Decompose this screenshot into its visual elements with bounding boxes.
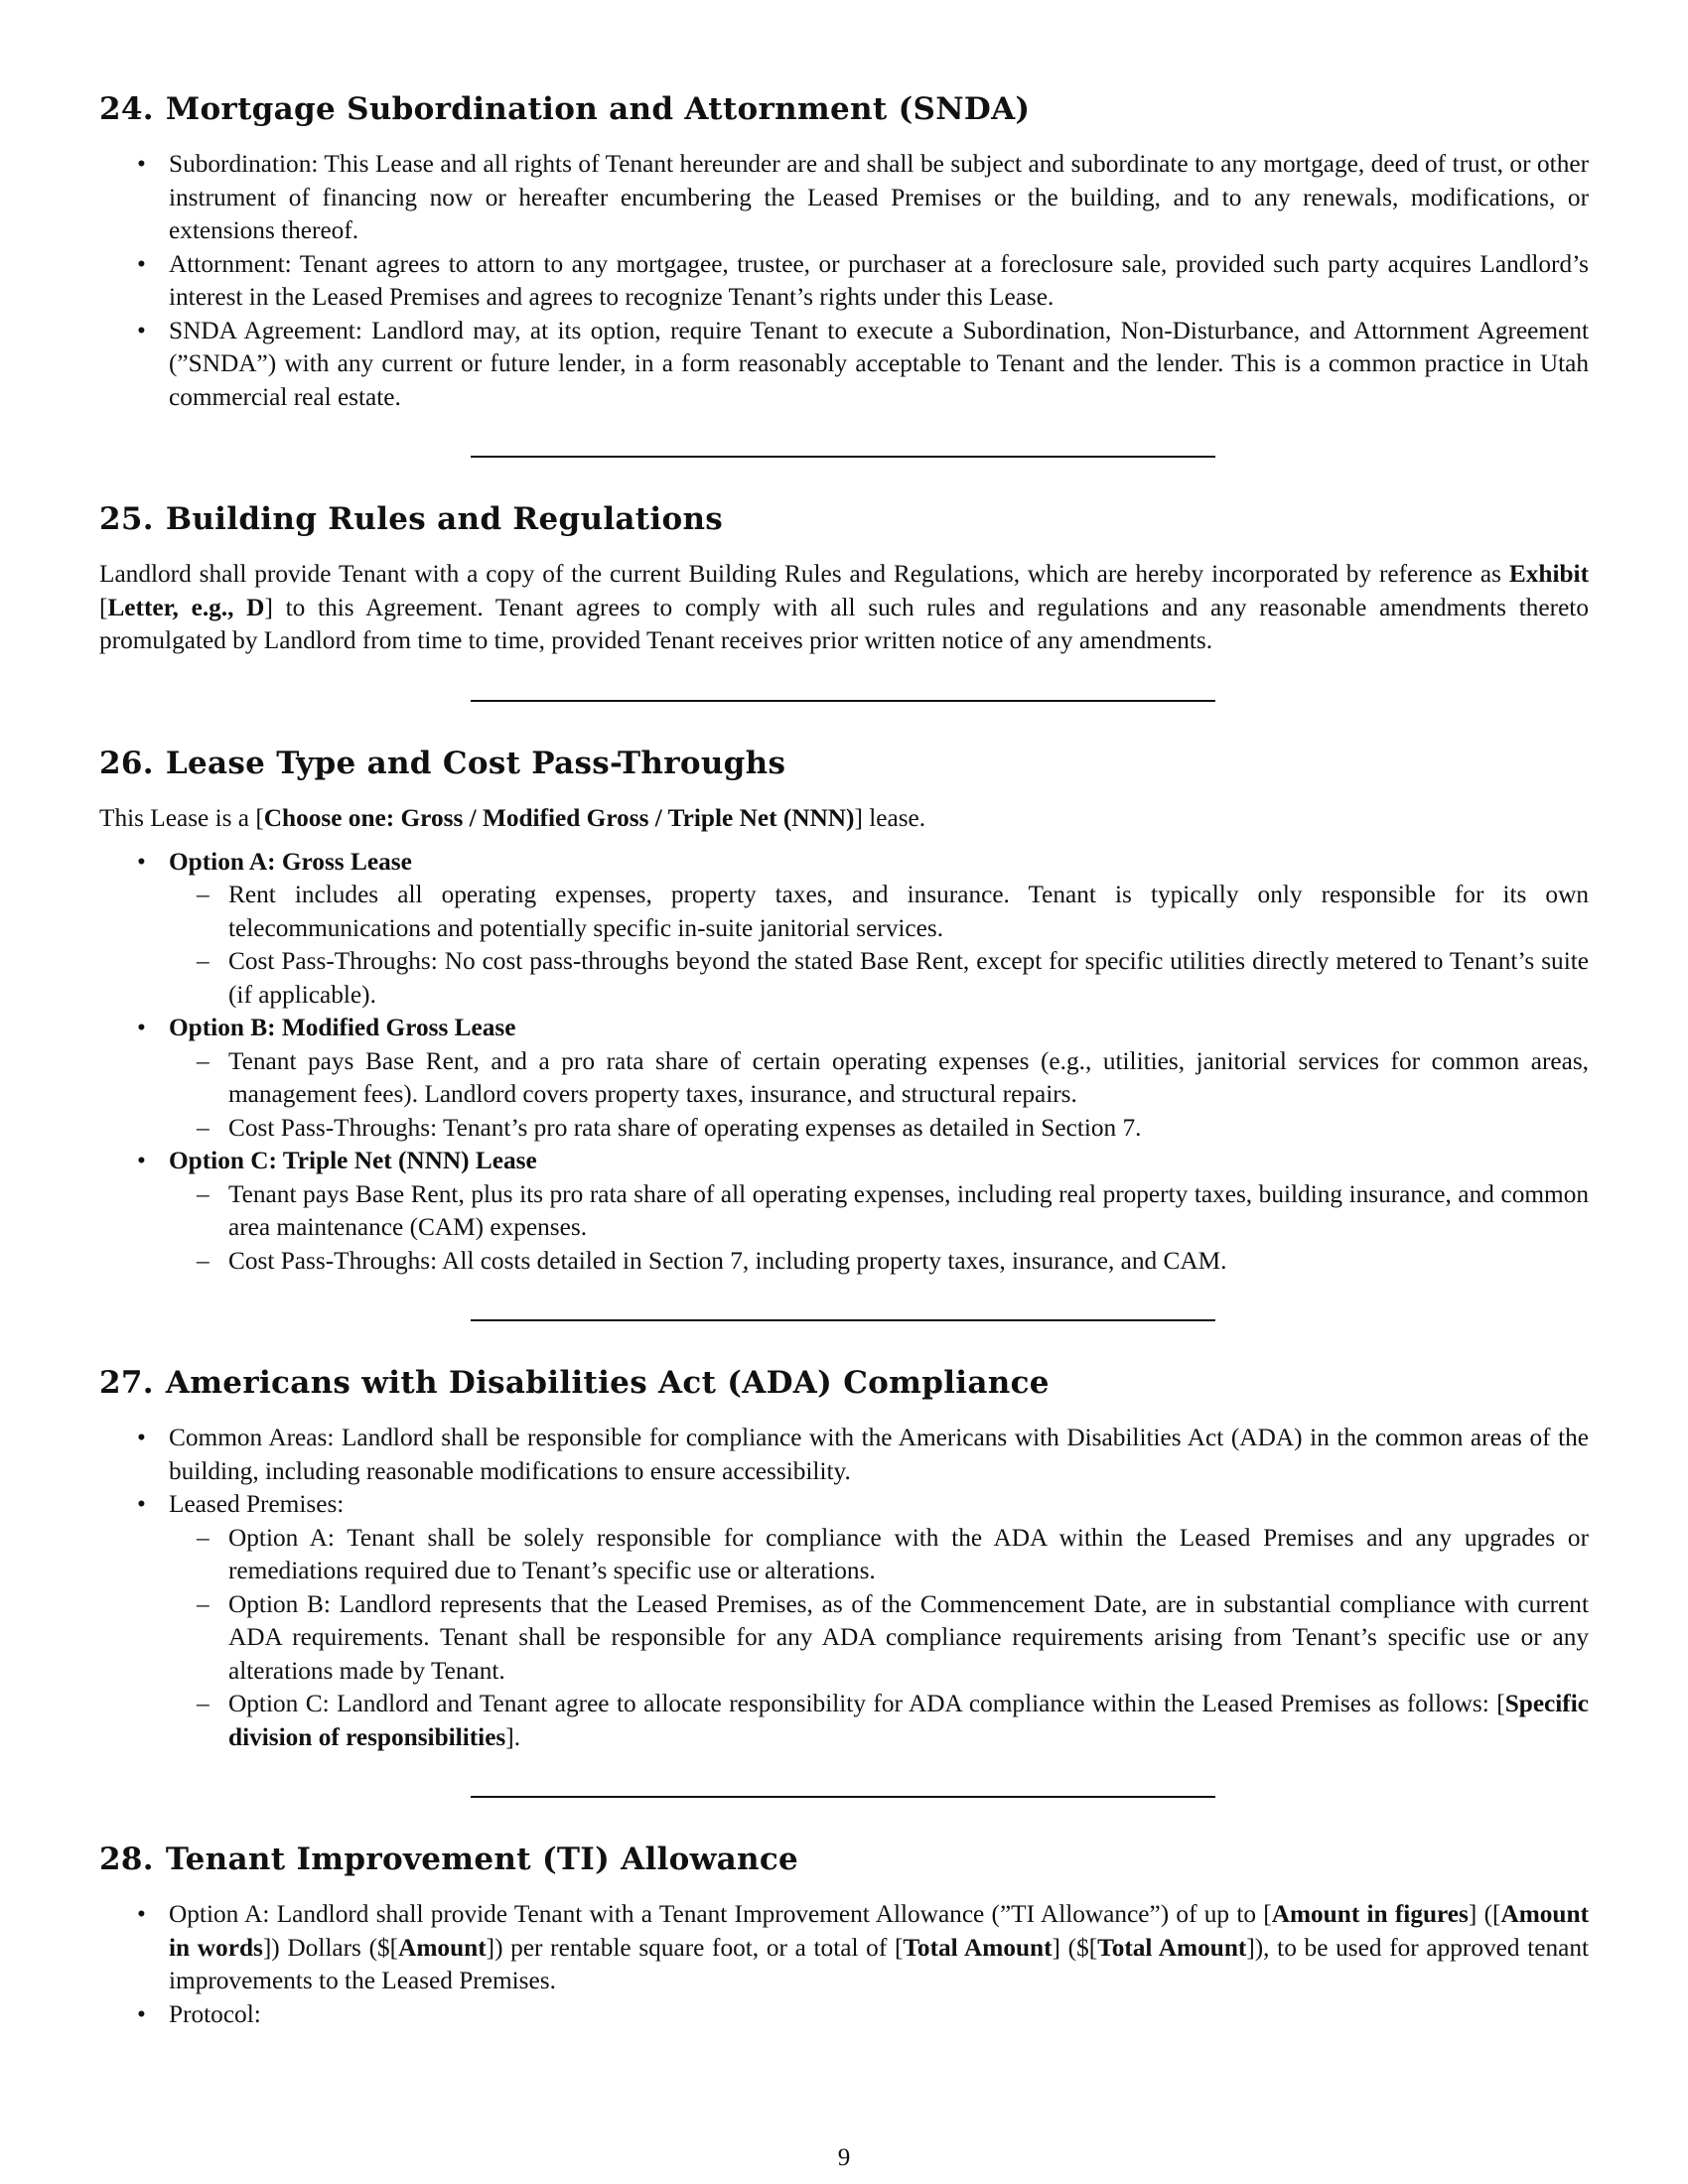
list-item <box>99 1488 1589 1754</box>
paragraph-text: ] to this Agreement. Tenant agrees to comply with all such rules and regulations and any reasonable amendments thereto promulgated by Landlord from time to time, provided Tenant receives prior written notice of any amendments. <box>99 593 1589 655</box>
section-number: 24. <box>99 91 154 127</box>
section-divider <box>471 1796 1215 1798</box>
paragraph-text: ] lease. <box>854 804 926 833</box>
lease-type-placeholder: Choose one: Gross / Modified Gross / Triple Net (NNN) <box>263 804 855 833</box>
list-item <box>99 148 1589 248</box>
list-item-text: Attornment: Tenant agrees to attorn to any mortgagee, trustee, or purchaser at a foreclosure sale, provided such party acquires Landlord’s interest in the Leased Premises and agrees to recognize Tenant’s rights under this Lease. <box>169 249 1589 312</box>
option-label: Option C: Triple Net (NNN) Lease <box>169 1147 537 1175</box>
list-item-text: Option A: Landlord shall provide Tenant with a Tenant Improvement Allowance (”TI Allowance”) of up to [ <box>169 1900 1272 1929</box>
dash-icon: – <box>197 1113 210 1142</box>
bullet-icon: • <box>137 1490 146 1519</box>
amount-placeholder: Amount <box>398 1933 487 1962</box>
list-item <box>99 1898 1589 1998</box>
sub-list-item <box>169 1588 1589 1689</box>
bullet-icon: • <box>137 1900 146 1929</box>
dash-icon: – <box>197 1523 210 1552</box>
sub-item-text: Option C: Landlord and Tenant agree to allocate responsibility for ADA compliance within the Leased Premises as follows: [ <box>228 1690 1505 1718</box>
list-item-text: ] ($[ <box>1052 1933 1098 1962</box>
section-divider <box>471 1319 1215 1321</box>
dash-icon: – <box>197 881 210 909</box>
list-item-text: ]) per rentable square foot, or a total of [ <box>486 1933 904 1962</box>
section-heading-27 <box>99 1365 1589 1402</box>
total-amount-placeholder: Total Amount <box>903 1933 1053 1962</box>
sub-item-text: Cost Pass-Throughs: Tenant’s pro rata share of operating expenses as detailed in Section 7. <box>228 1113 1142 1142</box>
list-item-text: ] ([ <box>1468 1900 1501 1929</box>
sub-list <box>169 1522 1589 1755</box>
bullet-icon: • <box>137 1147 146 1175</box>
section-heading-28 <box>99 1842 1589 1878</box>
bullet-icon: • <box>137 249 146 278</box>
section-title: Americans with Disabilities Act (ADA) Compliance <box>165 1365 1050 1402</box>
ti-list <box>99 1898 1589 2031</box>
sub-list-item <box>169 1245 1589 1279</box>
list-item-text: Protocol: <box>169 1999 261 2028</box>
section-number: 27. <box>99 1365 154 1402</box>
bullet-icon: • <box>137 847 146 876</box>
section-divider <box>471 700 1215 702</box>
amount-figures-placeholder: Amount in figures <box>1271 1900 1469 1929</box>
list-item <box>99 1145 1589 1278</box>
dash-icon: – <box>197 1589 210 1618</box>
sub-item-text: Option A: Tenant shall be solely responsible for compliance with the ADA within the Leased Premises and any upgrades or remediations required due to Tenant’s specific use or alterations. <box>228 1523 1589 1585</box>
paragraph-text: This Lease is a [ <box>99 804 264 833</box>
section-number: 28. <box>99 1842 154 1878</box>
dash-icon: – <box>197 1046 210 1075</box>
exhibit-letter-placeholder: Letter, e.g., D <box>107 593 265 621</box>
snda-list <box>99 148 1589 414</box>
total-amount-placeholder: Total Amount <box>1097 1933 1247 1962</box>
document-page <box>99 91 1589 2031</box>
sub-item-text: Option B: Landlord represents that the Leased Premises, as of the Commencement Date, are in substantial compliance with current ADA requirements. Tenant shall be responsible for any ADA compliance requirements arising from Tenant’s specific use or any alterations made by Tenant. <box>228 1589 1589 1685</box>
rules-paragraph <box>99 558 1589 658</box>
list-item-text: Subordination: This Lease and all rights of Tenant hereunder are and shall be subject and subordinate to any mortgage, deed of trust, or other instrument of financing now or hereafter encumbering the Leased Premises or the building, and to any renewals, modifications, or extensions thereof. <box>169 150 1589 245</box>
lease-type-intro <box>99 802 1589 836</box>
sub-list <box>169 1178 1589 1279</box>
section-heading-24 <box>99 91 1589 128</box>
sub-list-item <box>169 1522 1589 1588</box>
list-item <box>99 315 1589 415</box>
list-item-text: ]) Dollars ($[ <box>262 1933 399 1962</box>
sub-item-text: Cost Pass-Throughs: All costs detailed in Section 7, including property taxes, insurance, and CAM. <box>228 1246 1227 1275</box>
sub-item-text: Cost Pass-Throughs: No cost pass-throughs beyond the stated Base Rent, except for specific utilities directly metered to Tenant’s suite (if applicable). <box>228 947 1589 1009</box>
paragraph-text: [ <box>99 593 108 621</box>
section-title: Building Rules and Regulations <box>165 501 724 538</box>
responsibility-placeholder: Specific division of responsibilities <box>228 1690 1589 1751</box>
section-heading-25 <box>99 501 1589 538</box>
paragraph-text: Landlord shall provide Tenant with a copy of the current Building Rules and Regulations, which are hereby incorporated by reference as <box>99 560 1509 589</box>
sub-list-item <box>169 1178 1589 1245</box>
list-item <box>99 1422 1589 1488</box>
bullet-icon: • <box>137 1424 146 1452</box>
sub-list <box>169 879 1589 1012</box>
section-number: 25. <box>99 501 154 538</box>
page-number: 9 <box>837 2144 851 2171</box>
list-item-text: ]), to be used for approved tenant improvements to the Leased Premises. <box>169 1933 1590 1995</box>
bullet-icon: • <box>137 1999 146 2028</box>
sub-list-item <box>169 1112 1589 1146</box>
list-item <box>99 248 1589 315</box>
dash-icon: – <box>197 1690 210 1718</box>
sub-item-text: Tenant pays Base Rent, and a pro rata share of certain operating expenses (e.g., utilities, janitorial services for common areas, management fees). Landlord covers property taxes, insurance, and structural repairs. <box>228 1046 1589 1109</box>
list-item <box>99 1012 1589 1145</box>
sub-list-item <box>169 1688 1589 1754</box>
lease-options-list <box>99 846 1589 1279</box>
section-divider <box>471 456 1215 458</box>
dash-icon: – <box>197 947 210 976</box>
sub-list <box>169 1045 1589 1146</box>
section-title: Mortgage Subordination and Attornment (SNDA) <box>165 91 1031 127</box>
ada-list <box>99 1422 1589 1754</box>
sub-item-text: ]. <box>505 1722 521 1751</box>
sub-list-item <box>169 1045 1589 1112</box>
option-label: Option A: Gross Lease <box>169 847 412 876</box>
list-item <box>99 1998 1589 2032</box>
sub-item-text: Tenant pays Base Rent, plus its pro rata share of all operating expenses, including real property taxes, building insurance, and common area maintenance (CAM) expenses. <box>228 1179 1589 1242</box>
section-title: Tenant Improvement (TI) Allowance <box>165 1842 799 1878</box>
bullet-icon: • <box>137 316 146 344</box>
section-heading-26 <box>99 746 1589 782</box>
dash-icon: – <box>197 1179 210 1208</box>
bullet-icon: • <box>137 150 146 179</box>
section-title: Lease Type and Cost Pass-Throughs <box>165 745 786 781</box>
option-label: Option B: Modified Gross Lease <box>169 1014 516 1042</box>
list-item-text: SNDA Agreement: Landlord may, at its option, require Tenant to execute a Subordination, Non-Disturbance, and Attornment Agreement (”SNDA”) with any current or future lender, in a form reasonably acceptable to Tenant and the lender. This is a common practice in Utah commercial real estate. <box>169 316 1589 411</box>
bullet-icon: • <box>137 1014 146 1042</box>
exhibit-label: Exhibit <box>1508 560 1589 589</box>
sub-list-item <box>169 945 1589 1012</box>
list-item <box>99 846 1589 1013</box>
sub-list-item <box>169 879 1589 945</box>
sub-item-text: Rent includes all operating expenses, property taxes, and insurance. Tenant is typically only responsible for its own telecommunications and potentially specific in-suite janitorial services. <box>228 881 1589 942</box>
amount-words-placeholder: Amount in words <box>169 1900 1589 1962</box>
list-item-text: Common Areas: Landlord shall be responsible for compliance with the Americans with Disabilities Act (ADA) in the common areas of the building, including reasonable modifications to ensure accessibility. <box>169 1424 1589 1485</box>
list-item-text: Leased Premises: <box>169 1490 345 1519</box>
dash-icon: – <box>197 1246 210 1275</box>
section-number: 26. <box>99 745 154 781</box>
